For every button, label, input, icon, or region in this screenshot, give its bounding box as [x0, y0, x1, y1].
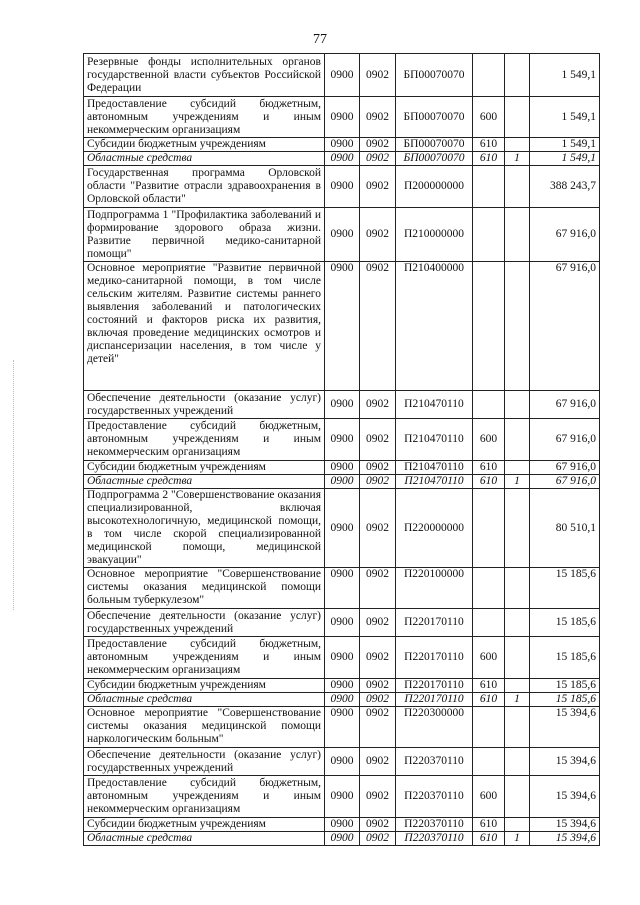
row-amount: 1 549,1: [530, 97, 600, 138]
row-expense-type: [473, 568, 505, 609]
row-amount: 15 185,6: [530, 637, 600, 679]
row-expense-type: 610: [473, 679, 505, 693]
row-section: 0900: [325, 138, 360, 152]
row-section: 0900: [325, 637, 360, 679]
row-source: [505, 138, 530, 152]
row-section: 0900: [325, 693, 360, 707]
row-amount: 388 243,7: [530, 166, 600, 208]
table-row: [84, 166, 600, 208]
table-row: [84, 609, 600, 637]
table-row: [84, 391, 600, 419]
table-row: [84, 748, 600, 776]
table-row: [84, 54, 600, 97]
row-target-article: П210470110: [396, 419, 473, 461]
row-expense-type: [473, 489, 505, 568]
row-subsection: 0902: [360, 609, 396, 637]
budget-table-body: [84, 54, 600, 846]
row-section: 0900: [325, 679, 360, 693]
table-row: [84, 693, 600, 707]
row-source: 1: [505, 152, 530, 166]
table-row: [84, 776, 600, 818]
row-amount: 15 394,6: [530, 776, 600, 818]
table-row: [84, 461, 600, 475]
row-target-article: П220370110: [396, 818, 473, 832]
row-source: [505, 748, 530, 776]
row-source: [505, 637, 530, 679]
row-source: [505, 679, 530, 693]
row-amount: 67 916,0: [530, 262, 600, 391]
row-expense-type: [473, 609, 505, 637]
row-section: 0900: [325, 166, 360, 208]
row-amount: 67 916,0: [530, 461, 600, 475]
row-name: Субсидии бюджетным учреждениям: [84, 461, 325, 475]
row-source: [505, 707, 530, 748]
row-target-article: П210470110: [396, 391, 473, 419]
row-name: Областные средства: [84, 152, 325, 166]
row-expense-type: [473, 208, 505, 262]
row-target-article: П220000000: [396, 489, 473, 568]
row-name: Областные средства: [84, 693, 325, 707]
table-row: [84, 262, 600, 391]
row-expense-type: 610: [473, 138, 505, 152]
table-row: [84, 208, 600, 262]
row-section: 0900: [325, 97, 360, 138]
row-section: 0900: [325, 748, 360, 776]
table-row: [84, 419, 600, 461]
row-amount: 67 916,0: [530, 391, 600, 419]
row-expense-type: [473, 166, 505, 208]
table-row: [84, 568, 600, 609]
row-name: Предоставление субсидий бюджетным, автономным учреждениям и иным некоммерческим организациям: [84, 419, 325, 461]
row-amount: 67 916,0: [530, 419, 600, 461]
row-source: 1: [505, 693, 530, 707]
row-expense-type: [473, 707, 505, 748]
row-amount: 80 510,1: [530, 489, 600, 568]
row-expense-type: [473, 54, 505, 97]
row-subsection: 0902: [360, 475, 396, 489]
row-section: 0900: [325, 208, 360, 262]
row-subsection: 0902: [360, 152, 396, 166]
row-name: Обеспечение деятельности (оказание услуг) государственных учреждений: [84, 391, 325, 419]
row-section: 0900: [325, 707, 360, 748]
row-source: [505, 609, 530, 637]
row-target-article: БП00070070: [396, 97, 473, 138]
row-subsection: 0902: [360, 489, 396, 568]
row-target-article: П220370110: [396, 748, 473, 776]
row-subsection: 0902: [360, 97, 396, 138]
row-source: [505, 818, 530, 832]
row-section: 0900: [325, 391, 360, 419]
row-amount: 1 549,1: [530, 152, 600, 166]
row-section: 0900: [325, 818, 360, 832]
row-name: Предоставление субсидий бюджетным, автономным учреждениям и иным некоммерческим организациям: [84, 776, 325, 818]
row-subsection: 0902: [360, 679, 396, 693]
row-source: [505, 54, 530, 97]
row-subsection: 0902: [360, 707, 396, 748]
row-target-article: П220370110: [396, 776, 473, 818]
table-row: [84, 475, 600, 489]
row-amount: 15 394,6: [530, 707, 600, 748]
row-expense-type: 610: [473, 475, 505, 489]
row-subsection: 0902: [360, 693, 396, 707]
row-subsection: 0902: [360, 138, 396, 152]
row-source: [505, 391, 530, 419]
row-target-article: П220370110: [396, 832, 473, 846]
row-subsection: 0902: [360, 166, 396, 208]
row-subsection: 0902: [360, 391, 396, 419]
table-row: [84, 679, 600, 693]
row-target-article: П200000000: [396, 166, 473, 208]
row-source: [505, 489, 530, 568]
row-source: [505, 97, 530, 138]
row-expense-type: 600: [473, 97, 505, 138]
row-expense-type: [473, 748, 505, 776]
table-row: [84, 637, 600, 679]
row-expense-type: 600: [473, 776, 505, 818]
row-name: Государственная программа Орловской области "Развитие отрасли здравоохранения в Орловской области": [84, 166, 325, 208]
row-source: [505, 262, 530, 391]
row-name: Субсидии бюджетным учреждениям: [84, 818, 325, 832]
row-source: [505, 776, 530, 818]
row-target-article: БП00070070: [396, 152, 473, 166]
row-name: Подпрограмма 2 "Совершенствование оказания специализированной, включая высокотехнологичную, медицинской помощи, в том числе скорой специализированной медицинской помощи, медицинской эвакуации": [84, 489, 325, 568]
row-target-article: П210400000: [396, 262, 473, 391]
row-target-article: П220170110: [396, 679, 473, 693]
row-target-article: БП00070070: [396, 138, 473, 152]
row-source: [505, 568, 530, 609]
row-amount: 15 394,6: [530, 748, 600, 776]
row-amount: 15 185,6: [530, 609, 600, 637]
row-section: 0900: [325, 832, 360, 846]
row-section: 0900: [325, 54, 360, 97]
row-amount: 15 185,6: [530, 679, 600, 693]
row-target-article: П210000000: [396, 208, 473, 262]
row-source: [505, 419, 530, 461]
row-subsection: 0902: [360, 54, 396, 97]
row-target-article: П210470110: [396, 475, 473, 489]
row-name: Основное мероприятие "Развитие первичной медико-санитарной помощи, в том числе сельским жителям. Развитие системы раннего выявления заболеваний и патологических состояний и факторов риска их развития, включая проведение медицинских осмотров и диспансеризации населения, в том числе у детей": [84, 262, 325, 391]
row-expense-type: 610: [473, 461, 505, 475]
row-target-article: П210470110: [396, 461, 473, 475]
row-subsection: 0902: [360, 568, 396, 609]
row-name: Областные средства: [84, 475, 325, 489]
row-subsection: 0902: [360, 419, 396, 461]
row-source: [505, 166, 530, 208]
page-number: 77: [313, 32, 327, 47]
row-name: Обеспечение деятельности (оказание услуг) государственных учреждений: [84, 609, 325, 637]
table-row: [84, 97, 600, 138]
row-target-article: П220100000: [396, 568, 473, 609]
row-section: 0900: [325, 262, 360, 391]
table-row: [84, 152, 600, 166]
row-amount: 1 549,1: [530, 54, 600, 97]
table-row: [84, 489, 600, 568]
row-subsection: 0902: [360, 748, 396, 776]
row-expense-type: 610: [473, 693, 505, 707]
row-subsection: 0902: [360, 776, 396, 818]
row-source: [505, 208, 530, 262]
row-name: Основное мероприятие "Совершенствование системы оказания медицинской помощи больным туберкулезом": [84, 568, 325, 609]
table-row: [84, 138, 600, 152]
row-name: Резервные фонды исполнительных органов государственной власти субъектов Российской Федерации: [84, 54, 325, 97]
row-amount: 15 185,6: [530, 568, 600, 609]
row-subsection: 0902: [360, 461, 396, 475]
row-expense-type: 600: [473, 637, 505, 679]
row-source: 1: [505, 475, 530, 489]
row-section: 0900: [325, 776, 360, 818]
row-amount: 67 916,0: [530, 475, 600, 489]
row-subsection: 0902: [360, 637, 396, 679]
row-section: 0900: [325, 609, 360, 637]
row-target-article: П220170110: [396, 609, 473, 637]
row-section: 0900: [325, 489, 360, 568]
row-subsection: 0902: [360, 208, 396, 262]
row-name: Субсидии бюджетным учреждениям: [84, 138, 325, 152]
row-subsection: 0902: [360, 818, 396, 832]
row-expense-type: 610: [473, 832, 505, 846]
row-section: 0900: [325, 568, 360, 609]
row-name: Обеспечение деятельности (оказание услуг) государственных учреждений: [84, 748, 325, 776]
row-name: Субсидии бюджетным учреждениям: [84, 679, 325, 693]
row-target-article: П220300000: [396, 707, 473, 748]
row-target-article: БП00070070: [396, 54, 473, 97]
row-target-article: П220170110: [396, 693, 473, 707]
row-amount: 15 394,6: [530, 818, 600, 832]
row-source: 1: [505, 832, 530, 846]
row-subsection: 0902: [360, 262, 396, 391]
row-expense-type: [473, 262, 505, 391]
row-section: 0900: [325, 461, 360, 475]
row-expense-type: [473, 391, 505, 419]
row-expense-type: 600: [473, 419, 505, 461]
row-name: Предоставление субсидий бюджетным, автономным учреждениям и иным некоммерческим организациям: [84, 97, 325, 138]
table-row: [84, 818, 600, 832]
table-row: [84, 832, 600, 846]
row-amount: 15 185,6: [530, 693, 600, 707]
row-target-article: П220170110: [396, 637, 473, 679]
row-expense-type: 610: [473, 152, 505, 166]
row-name: Предоставление субсидий бюджетным, автономным учреждениям и иным некоммерческим организациям: [84, 637, 325, 679]
table-row: [84, 707, 600, 748]
margin-dotted-line: [13, 360, 15, 610]
row-source: [505, 461, 530, 475]
row-expense-type: 610: [473, 818, 505, 832]
row-section: 0900: [325, 419, 360, 461]
row-subsection: 0902: [360, 832, 396, 846]
budget-table: [83, 53, 600, 846]
row-name: Областные средства: [84, 832, 325, 846]
row-amount: 1 549,1: [530, 138, 600, 152]
row-amount: 67 916,0: [530, 208, 600, 262]
row-amount: 15 394,6: [530, 832, 600, 846]
row-name: Основное мероприятие "Совершенствование системы оказания медицинской помощи наркологическим больным": [84, 707, 325, 748]
row-name: Подпрограмма 1 "Профилактика заболеваний и формирование здорового образа жизни. Развитие первичной медико-санитарной помощи": [84, 208, 325, 262]
row-section: 0900: [325, 475, 360, 489]
row-section: 0900: [325, 152, 360, 166]
